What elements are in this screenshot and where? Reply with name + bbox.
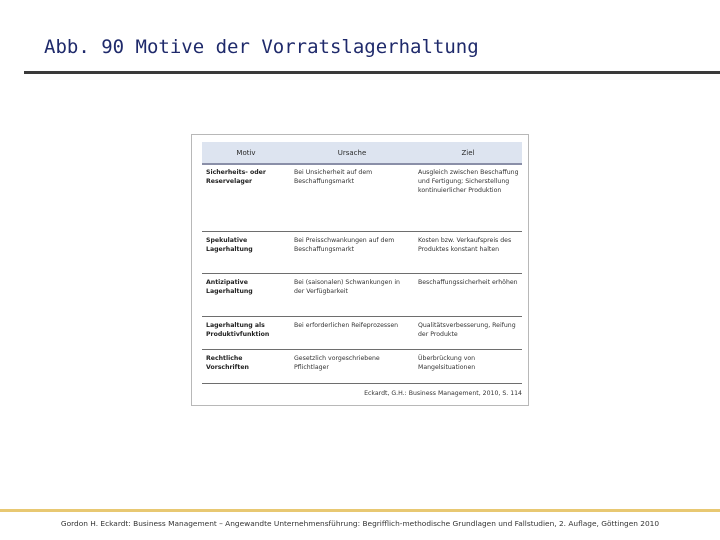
table-source: Eckardt, G.H.: Business Management, 2010, S. 114: [364, 390, 522, 397]
footer-divider: [0, 509, 720, 512]
cell-ziel: Kosten bzw. Verkaufspreis des Produktes konstant halten: [418, 237, 512, 253]
cell-ziel: Überbrückung von Mangelsituationen: [418, 355, 476, 371]
header-ziel: Ziel: [461, 148, 475, 157]
table-row: [202, 164, 522, 232]
header-motiv: Motiv: [236, 148, 256, 157]
cell-ursache: Bei (saisonalen) Schwankungen in der Verfügbarkeit: [294, 279, 400, 295]
cell-motiv: Lagerhaltung als Produktivfunktion: [206, 322, 270, 338]
header-ursache: Ursache: [337, 148, 367, 157]
title-divider: [24, 71, 720, 74]
cell-ursache: Bei Unsicherheit auf dem Beschaffungsmarkt: [294, 169, 373, 185]
slide-title: Abb. 90 Motive der Vorratslagerhaltung: [44, 36, 479, 58]
table-row: [202, 317, 522, 350]
cell-ursache: Bei Preisschwankungen auf dem Beschaffungsmarkt: [294, 237, 395, 253]
cell-motiv: Sicherheits- oder Reservelager: [206, 169, 266, 185]
table-row: [202, 350, 522, 384]
cell-motiv: Spekulative Lagerhaltung: [206, 237, 253, 253]
cell-motiv: Rechtliche Vorschriften: [206, 355, 249, 371]
slide-footer: Gordon H. Eckardt: Business Management – Angewandte Unternehmensführung: Begrifflich-methodische Grundlagen und Fallstudien, 2. Auflage, Göttingen 2010: [60, 519, 660, 528]
table-row: [202, 232, 522, 274]
table-header: [202, 142, 522, 165]
cell-ursache: Bei erforderlichen Reifeprozessen: [294, 322, 399, 329]
cell-ziel: Ausgleich zwischen Beschaffung und Fertigung; Sicherstellung kontinuierlicher Produktion: [418, 169, 519, 194]
cell-ziel: Qualitätsverbesserung, Reifung der Produkte: [418, 322, 516, 338]
cell-ziel: Beschaffungssicherheit erhöhen: [418, 279, 518, 286]
cell-ursache: Gesetzlich vorgeschriebene Pflichtlager: [294, 355, 380, 371]
table-figure: [191, 134, 529, 406]
cell-motiv: Antizipative Lagerhaltung: [206, 279, 253, 295]
table-row: [202, 274, 522, 317]
